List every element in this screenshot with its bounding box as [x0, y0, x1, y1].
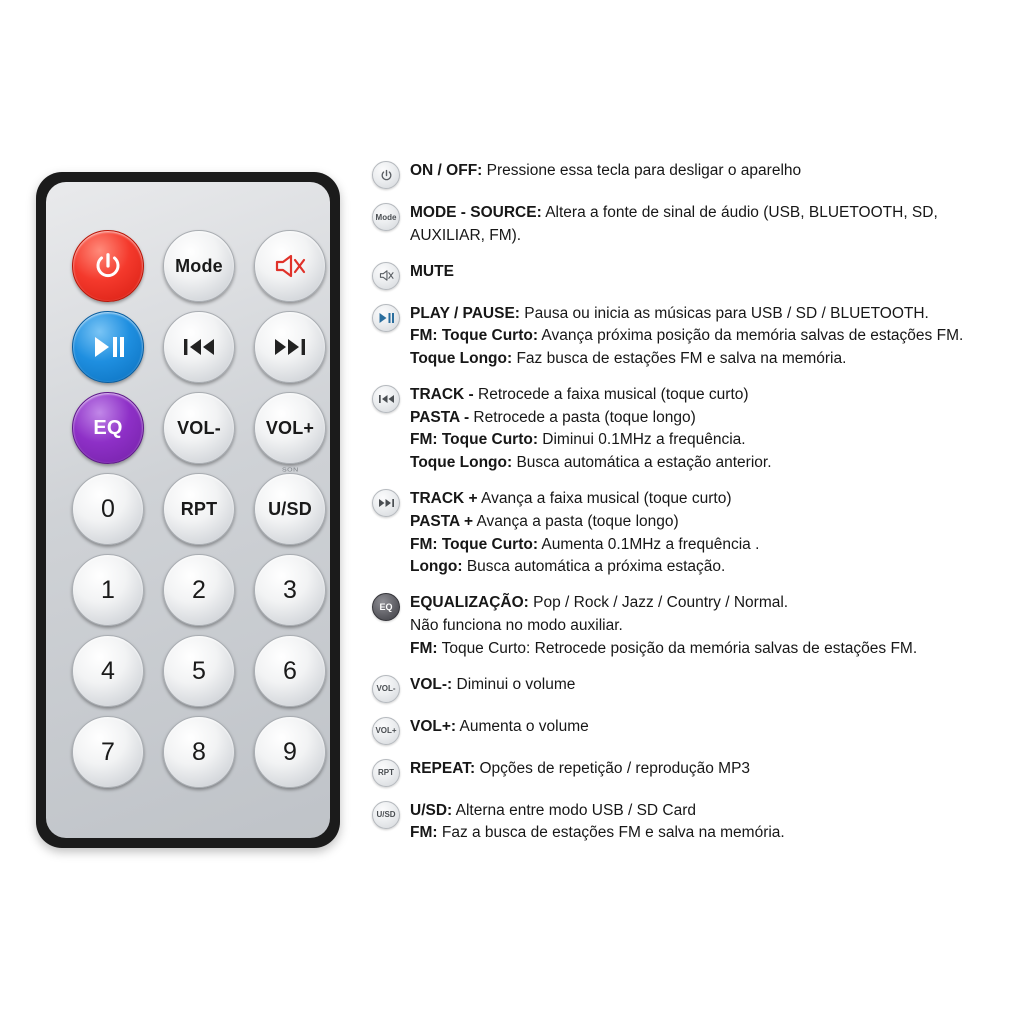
- volume-up-label: VOL+: [265, 417, 315, 438]
- legend-line: FM: Toque Curto: Diminui 0.1MHz a frequência.: [410, 431, 746, 449]
- legend-line: Longo: Busca automática a próxima estação.: [410, 558, 726, 576]
- legend-row: [372, 160, 1012, 189]
- digit-5-button[interactable]: [163, 635, 235, 707]
- digit-4-button[interactable]: [72, 635, 144, 707]
- legend-row: [372, 800, 1012, 846]
- legend-line: PASTA - Retrocede a pasta (toque longo): [410, 408, 696, 426]
- legend-line: Toque Longo: Busca automática a estação anterior.: [410, 454, 772, 472]
- legend-row-text: [410, 674, 1012, 697]
- power-icon: [93, 251, 123, 281]
- power-button[interactable]: [72, 230, 144, 302]
- legend-line: REPEAT: Opções de repetição / reprodução MP3: [410, 759, 751, 777]
- legend-line: FM: Toque Curto: Aumenta 0.1MHz a frequência .: [410, 535, 760, 553]
- usd-button[interactable]: [254, 473, 326, 545]
- legend-line: PLAY / PAUSE: Pausa ou inicia as músicas para USB / SD / BLUETOOTH.: [410, 304, 929, 322]
- legend-row: [372, 716, 1012, 745]
- legend-row: [372, 202, 1012, 248]
- legend-line: Não funciona no modo auxiliar.: [410, 616, 623, 634]
- track-prev-icon: [182, 337, 216, 357]
- legend-row-text: [410, 261, 1012, 284]
- digit-5-label: 5: [192, 656, 206, 685]
- legend-row-text: [410, 160, 1012, 183]
- play-pause-icon: [372, 304, 400, 332]
- digit-9-label: 9: [283, 737, 297, 766]
- digit-8-label: 8: [192, 737, 206, 766]
- mute-button[interactable]: [254, 230, 326, 302]
- usd-label: U/SD: [268, 498, 312, 519]
- volume-up-icon: VOL+: [372, 717, 400, 745]
- legend-line: EQUALIZAÇÃO: Pop / Rock / Jazz / Country / Normal.: [410, 594, 789, 612]
- volume-up-button[interactable]: [254, 392, 326, 464]
- legend-row-text: [410, 384, 1012, 475]
- remote-control-body: [36, 172, 340, 848]
- legend-row: [372, 488, 1012, 579]
- remote-control-faceplate: [46, 182, 330, 838]
- digit-0-label: 0: [101, 494, 115, 523]
- legend-row-text: [410, 592, 1012, 660]
- eq-button-label: EQ: [93, 416, 123, 439]
- legend-line: FM: Toque Curto: Retrocede posição da memória salvas de estações FM.: [410, 639, 918, 657]
- legend-line: TRACK + Avança a faixa musical (toque curto): [410, 490, 732, 508]
- volume-down-button[interactable]: [163, 392, 235, 464]
- digit-9-button[interactable]: [254, 716, 326, 788]
- track-next-button[interactable]: [254, 311, 326, 383]
- legend-line: VOL-: Diminui o volume: [410, 675, 576, 693]
- repeat-button[interactable]: [163, 473, 235, 545]
- legend-list: [372, 160, 1012, 858]
- digit-4-label: 4: [101, 656, 115, 685]
- legend-row: [372, 261, 1012, 290]
- legend-row: [372, 758, 1012, 787]
- digit-6-button[interactable]: [254, 635, 326, 707]
- legend-line: MODE - SOURCE: Altera a fonte de sinal de áudio (USB, BLUETOOTH, SD, AUXILIAR, FM).: [410, 204, 938, 244]
- digit-3-label: 3: [283, 575, 297, 604]
- brand-mark: SON: [282, 467, 299, 474]
- mode-button-label: Mode: [175, 255, 223, 276]
- digit-3-button[interactable]: [254, 554, 326, 626]
- volume-down-label: VOL-: [177, 417, 221, 438]
- volume-down-icon: VOL-: [372, 675, 400, 703]
- legend-row: [372, 384, 1012, 475]
- legend-line: Toque Longo: Faz busca de estações FM e salva na memória.: [410, 350, 847, 368]
- track-next-icon: [372, 489, 400, 517]
- digit-0-button[interactable]: [72, 473, 144, 545]
- repeat-label: RPT: [180, 498, 218, 519]
- track-prev-button[interactable]: [163, 311, 235, 383]
- mute-icon: [372, 262, 400, 290]
- mode-button[interactable]: [163, 230, 235, 302]
- legend-row-text: [410, 758, 1012, 781]
- usd-icon: U/SD: [372, 801, 400, 829]
- digit-6-label: 6: [283, 656, 297, 685]
- legend-row-text: [410, 303, 1012, 371]
- mode-icon: Mode: [372, 203, 400, 231]
- digit-1-button[interactable]: [72, 554, 144, 626]
- track-prev-icon: [372, 385, 400, 413]
- track-next-icon: [273, 337, 307, 357]
- legend-row: [372, 592, 1012, 660]
- legend-line: MUTE: [410, 262, 454, 280]
- legend-row-text: [410, 800, 1012, 846]
- legend-line: ON / OFF: Pressione essa tecla para desligar o aparelho: [410, 162, 802, 179]
- legend-line: TRACK - Retrocede a faixa musical (toque curto): [410, 385, 749, 403]
- eq-icon: EQ: [372, 593, 400, 621]
- legend-row-text: [410, 488, 1012, 579]
- digit-8-button[interactable]: [163, 716, 235, 788]
- repeat-icon: RPT: [372, 759, 400, 787]
- legend-row-text: [410, 202, 1012, 248]
- digit-7-button[interactable]: [72, 716, 144, 788]
- legend-row-text: [410, 716, 1012, 739]
- legend-row: [372, 303, 1012, 371]
- legend-line: VOL+: Aumenta o volume: [410, 717, 589, 735]
- legend-row: [372, 674, 1012, 703]
- play-pause-icon: [92, 335, 124, 359]
- legend-line: U/SD: Alterna entre modo USB / SD Card: [410, 801, 697, 819]
- mute-icon: [273, 252, 307, 280]
- play-pause-button[interactable]: [72, 311, 144, 383]
- digit-2-button[interactable]: [163, 554, 235, 626]
- digit-7-label: 7: [101, 737, 115, 766]
- eq-button[interactable]: [72, 392, 144, 464]
- power-icon: [372, 161, 400, 189]
- legend-line: FM: Toque Curto: Avança próxima posição da memória salvas de estações FM.: [410, 327, 964, 345]
- digit-1-label: 1: [101, 575, 115, 604]
- digit-2-label: 2: [192, 575, 206, 604]
- legend-line: PASTA + Avança a pasta (toque longo): [410, 512, 679, 530]
- legend-line: FM: Faz a busca de estações FM e salva na memória.: [410, 824, 785, 842]
